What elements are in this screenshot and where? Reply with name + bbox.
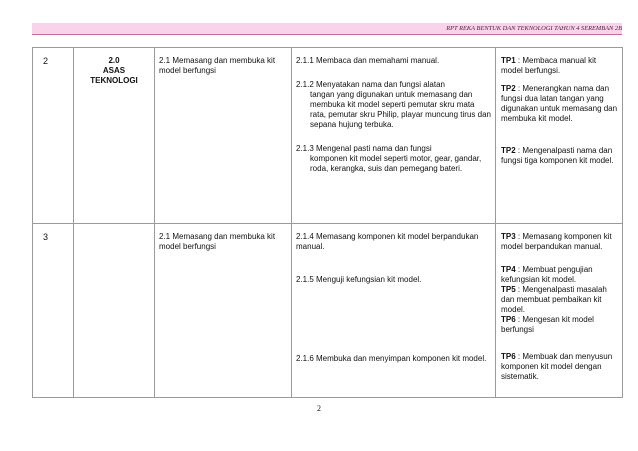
- learning-standard-item: 2.1.6 Membuka dan menyimpan komponen kit model.: [296, 354, 487, 363]
- standard-title-line-1: ASAS: [102, 66, 126, 75]
- performance-level-item: [501, 352, 618, 382]
- tp-code: TP2: [501, 146, 516, 155]
- standard-title-line-2: TEKNOLOGI: [90, 76, 138, 85]
- page-number: 2: [317, 404, 321, 413]
- content-standard-cell: [74, 224, 155, 398]
- performance-level-item: [501, 84, 618, 146]
- tp-code: TP2: [501, 84, 516, 93]
- learning-standard-cell: [292, 224, 496, 398]
- content-standard-cell: [74, 48, 155, 224]
- lesson-plan-table: [32, 47, 623, 398]
- tp-code: TP6: [501, 352, 516, 361]
- performance-level-cell: [496, 48, 623, 224]
- tp-text: : Membuat pengujian kefungsian kit model.: [501, 265, 593, 284]
- subtopic-text: 2.1 Memasang dan membuka kit model berfungsi: [159, 232, 276, 251]
- tp-text: : Mengenalpasti masalah dan membuat pembaikan kit model.: [501, 285, 607, 314]
- tp-text: : Menerangkan nama dan fungsi dua latan tangan yang digunakan untuk memasang dan membuka kit model.: [501, 84, 618, 123]
- subtopic-cell: [155, 224, 292, 398]
- learning-standard-item: 2.1.5 Menguji kefungsian kit model.: [296, 275, 422, 284]
- performance-level-item: [501, 232, 618, 265]
- tp-text: : Membaca manual kit model berfungsi.: [501, 56, 597, 75]
- subtopic-text: 2.1 Memasang dan membuka kit model berfungsi: [159, 56, 276, 75]
- tp-text: : Membuak dan menyusun komponen kit model dengan sistematik.: [501, 352, 613, 381]
- learning-standard-item: 2.1.4 Memasang komponen kit model berpandukan manual.: [296, 232, 479, 251]
- table-row: [33, 224, 623, 398]
- performance-level-item: [501, 265, 618, 285]
- learning-standard-item-continuation: komponen kit model seperti motor, gear, gandar, roda, kerangka, suis dan pemegang bateri.: [310, 154, 482, 173]
- performance-level-item: [501, 56, 618, 84]
- performance-level-cell: [496, 224, 623, 398]
- learning-standard-item: [296, 144, 491, 174]
- week-number-cell: 2: [33, 48, 74, 224]
- week-number-cell: 3: [33, 224, 74, 398]
- learning-standard-cell: [292, 48, 496, 224]
- performance-level-item: [501, 315, 618, 352]
- tp-code: TP6: [501, 315, 516, 324]
- subtopic-cell: [155, 48, 292, 224]
- tp-code: TP1: [501, 56, 516, 65]
- learning-standard-item-continuation: tangan yang digunakan untuk memasang dan membuka kit model seperti pemutar skru mata rata, pemutar skru Philip, playar muncung tirus dan sepana hujung terbuka.: [310, 90, 491, 129]
- performance-level-item: [501, 285, 618, 315]
- learning-standard-item-lead: 2.1.3 Mengenal pasti nama dan fungsi: [296, 144, 432, 153]
- page-header-title: RPT REKA BENTUK DAN TEKNOLOGI TAHUN 4 SEREMBAN 2B: [446, 25, 622, 32]
- tp-text: : Mengenalpasti nama dan fungsi tiga komponen kit model.: [501, 146, 614, 165]
- tp-code: TP3: [501, 232, 516, 241]
- performance-level-item: [501, 146, 618, 166]
- learning-standard-item-lead: 2.1.2 Menyatakan nama dan fungsi alatan: [296, 80, 445, 89]
- standard-code: 2.0: [108, 56, 120, 65]
- learning-standard-item: [296, 80, 491, 144]
- table-row: [33, 48, 623, 224]
- tp-text: : Mengesan kit model berfungsi: [501, 315, 594, 334]
- tp-text: : Memasang komponen kit model berpandukan manual.: [501, 232, 612, 251]
- learning-standard-item: 2.1.1 Membaca dan memahami manual.: [296, 56, 440, 65]
- tp-code: TP5: [501, 285, 516, 294]
- tp-code: TP4: [501, 265, 516, 274]
